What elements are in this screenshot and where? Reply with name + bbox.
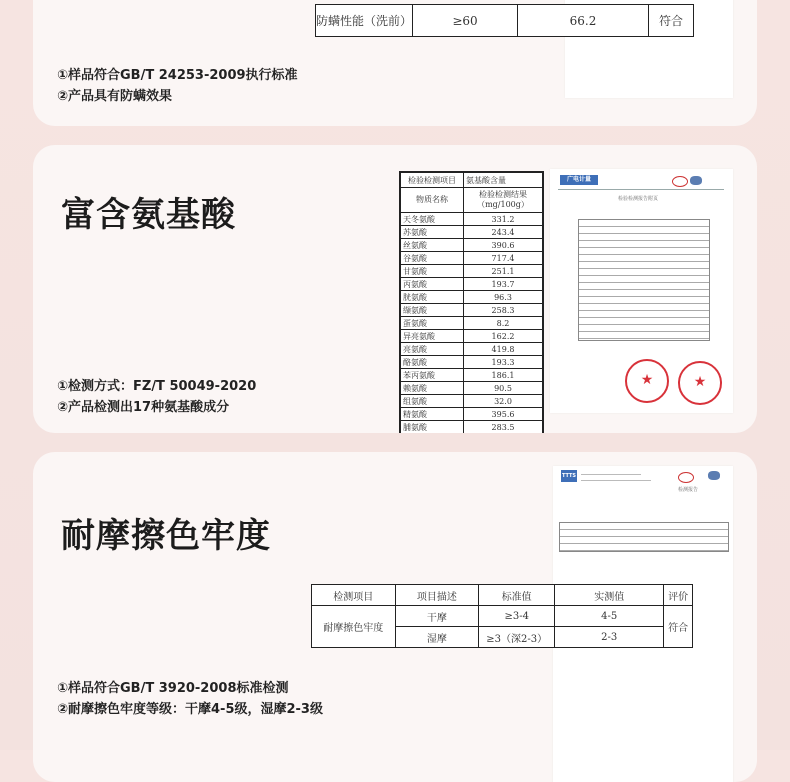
cell-measured: 2-3 [555, 627, 664, 648]
table-row [400, 239, 543, 252]
table-row [400, 265, 543, 278]
amino-acid-value: 243.4 [464, 226, 544, 239]
note-effect: ②产品具有防螨效果 [57, 89, 173, 104]
anti-mite-card [33, 0, 757, 126]
test-report-image [550, 169, 733, 413]
report-title: 检测报告 [678, 487, 699, 493]
header-item: 检测项目 [312, 585, 396, 606]
amino-acid-name: 精氨酸 [400, 408, 464, 421]
table-cell-item: 防螨性能（洗前） [316, 5, 413, 37]
amino-acid-name: 甘氨酸 [400, 265, 464, 278]
amino-acid-value: 390.6 [464, 239, 544, 252]
table-cell-verdict: 符合 [649, 5, 694, 37]
report-grid [559, 522, 729, 552]
header-result: 检验检测结果（mg/100g） [464, 188, 544, 213]
header-evaluation: 评价 [664, 585, 693, 606]
amino-acid-name: 天冬氨酸 [400, 213, 464, 226]
table-cell-standard: ≥60 [413, 5, 518, 37]
table-row [400, 421, 543, 434]
table-row [400, 343, 543, 356]
table-row [400, 395, 543, 408]
amino-acid-value: 90.5 [464, 382, 544, 395]
table-row [400, 213, 543, 226]
amino-acid-name: 丙氨酸 [400, 278, 464, 291]
cma-badge-icon [678, 472, 694, 483]
table-header-row [400, 172, 543, 188]
table-header-row [312, 585, 693, 606]
table-row [316, 5, 694, 37]
amino-acid-name: 异亮氨酸 [400, 330, 464, 343]
section-heading: 富含氨基酸 [61, 195, 236, 235]
amino-acid-name: 组氨酸 [400, 395, 464, 408]
amino-acid-value: 331.2 [464, 213, 544, 226]
table-row [400, 252, 543, 265]
note-result: ②产品检测出17种氨基酸成分 [57, 400, 230, 415]
amino-acid-value: 251.1 [464, 265, 544, 278]
amino-acid-value: 186.1 [464, 369, 544, 382]
header-name: 物质名称 [400, 188, 464, 213]
amino-acid-value: 717.4 [464, 252, 544, 265]
table-row [400, 330, 543, 343]
table-row [400, 356, 543, 369]
table-cell-result: 66.2 [518, 5, 649, 37]
cell-standard: ≥3-4 [479, 606, 555, 627]
amino-acid-name: 脯氨酸 [400, 421, 464, 434]
table-row [400, 226, 543, 239]
report-logo: TTTS [561, 470, 577, 482]
header-content: 氨基酸含量 [464, 172, 544, 188]
cnas-badge-icon [708, 471, 720, 480]
amino-acid-name: 丝氨酸 [400, 239, 464, 252]
color-fastness-table [311, 584, 693, 648]
amino-acid-name: 谷氨酸 [400, 252, 464, 265]
report-title: 检验检测报告附页 [618, 196, 659, 202]
note-grade: ②耐摩擦色牢度等级：干摩4-5级，湿摩2-3级 [57, 702, 323, 717]
header-rule [558, 189, 724, 190]
amino-acid-name: 赖氨酸 [400, 382, 464, 395]
amino-acid-name: 苏氨酸 [400, 226, 464, 239]
amino-acid-name: 胱氨酸 [400, 291, 464, 304]
header-measured: 实测值 [555, 585, 664, 606]
amino-acid-table [399, 171, 544, 433]
cell-standard: ≥3（深2-3） [479, 627, 555, 648]
red-stamp-icon: ★ [678, 361, 722, 405]
cell-verdict: 符合 [664, 606, 693, 648]
cnas-badge-icon [690, 176, 702, 185]
color-fastness-card [33, 452, 757, 782]
amino-acid-value: 419.8 [464, 343, 544, 356]
table-subheader-row [400, 188, 543, 213]
table-row [400, 291, 543, 304]
cell-description: 干摩 [395, 606, 479, 627]
note-standard: ①样品符合GB/T 24253-2009执行标准 [57, 68, 298, 83]
header-standard: 标准值 [479, 585, 555, 606]
table-row [400, 369, 543, 382]
cell-description: 湿摩 [395, 627, 479, 648]
amino-acid-value: 283.5 [464, 421, 544, 434]
amino-rows [400, 213, 543, 434]
amino-acid-value: 258.3 [464, 304, 544, 317]
table-row [400, 408, 543, 421]
table-row [400, 304, 543, 317]
amino-acid-value: 96.3 [464, 291, 544, 304]
amino-acid-name: 苯丙氨酸 [400, 369, 464, 382]
table-row [400, 382, 543, 395]
table-row [400, 317, 543, 330]
amino-acid-name: 酪氨酸 [400, 356, 464, 369]
amino-acid-name: 缬氨酸 [400, 304, 464, 317]
amino-acid-card [33, 145, 757, 433]
section-heading: 耐摩擦色牢度 [61, 516, 271, 556]
amino-acid-value: 193.7 [464, 278, 544, 291]
cma-badge-icon [672, 176, 688, 187]
note-method: ①检测方式：FZ/T 50049-2020 [57, 379, 257, 394]
cell-item: 耐摩擦色牢度 [312, 606, 396, 648]
header-rule [581, 474, 641, 475]
table-row [400, 278, 543, 291]
header-description: 项目描述 [395, 585, 479, 606]
amino-acid-name: 亮氨酸 [400, 343, 464, 356]
amino-acid-value: 162.2 [464, 330, 544, 343]
report-grid [578, 219, 710, 341]
amino-acid-name: 蛋氨酸 [400, 317, 464, 330]
header-rule [581, 480, 651, 481]
amino-acid-value: 8.2 [464, 317, 544, 330]
anti-mite-table [315, 4, 694, 37]
note-standard: ①样品符合GB/T 3920-2008标准检测 [57, 681, 289, 696]
cell-measured: 4-5 [555, 606, 664, 627]
header-item: 检验检测项目 [400, 172, 464, 188]
red-stamp-icon: ★ [625, 359, 669, 403]
table-row [312, 606, 693, 627]
report-logo: 广电计量 [560, 175, 598, 185]
amino-acid-value: 193.3 [464, 356, 544, 369]
amino-acid-value: 32.0 [464, 395, 544, 408]
amino-acid-value: 395.6 [464, 408, 544, 421]
